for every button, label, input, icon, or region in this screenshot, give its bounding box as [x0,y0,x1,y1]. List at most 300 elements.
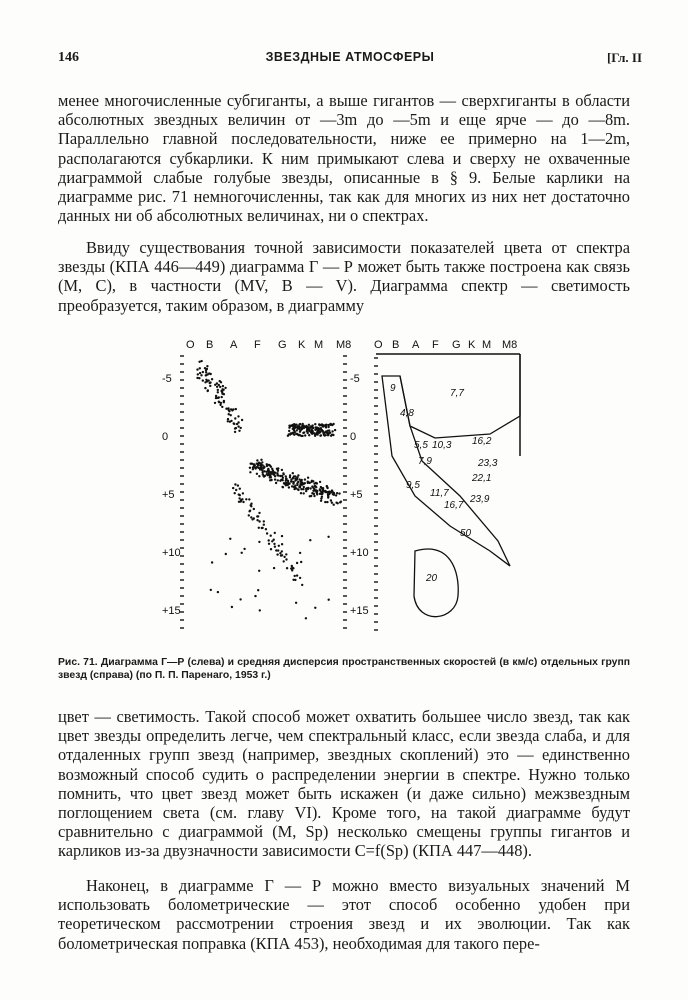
star-point [309,539,311,541]
dispersion-value: 10,3 [432,440,452,451]
star-point [286,567,288,569]
star-point [237,425,239,427]
star-point [297,489,299,491]
star-point [327,433,329,435]
star-point [281,543,283,545]
star-point [319,488,321,490]
paragraph-3 [58,707,630,861]
dispersion-value: 9,5 [406,480,420,491]
star-point [300,480,302,482]
star-point [289,474,291,476]
star-point [258,541,260,543]
star-point [303,492,305,494]
star-point [266,532,268,534]
star-point [326,485,328,487]
star-point [285,475,287,477]
star-point [336,492,338,494]
star-point [215,395,217,397]
star-point [277,468,279,470]
star-point [233,423,235,425]
star-point [243,548,245,550]
running-title: ЗВЕЗДНЫЕ АТМОСФЕРЫ [265,50,435,64]
star-point [309,427,311,429]
star-point [263,524,265,526]
star-point [266,465,268,467]
star-point [237,421,239,423]
star-point [292,424,294,426]
star-point [282,472,284,474]
spectral-class-label-right: K [468,339,476,351]
star-point [291,567,293,569]
main-sequence-region [382,376,510,566]
star-point [260,459,262,461]
chapter-label: [Гл. II [606,50,642,65]
star-point [199,367,201,369]
star-point [326,491,328,493]
star-point [296,477,298,479]
star-point [207,379,209,381]
figure-71 [160,336,550,648]
star-point [270,548,272,550]
star-point [296,562,298,564]
star-point [273,471,275,473]
star-point [237,415,239,417]
star-point [312,493,314,495]
star-point [248,514,250,516]
star-point [301,435,303,437]
star-point [322,430,324,432]
magnitude-label-left: -5 [162,373,172,385]
star-point [331,430,333,432]
star-point [274,546,276,548]
star-point [300,426,302,428]
star-point [234,483,236,485]
paragraph-1 [58,91,630,225]
star-point [287,435,289,437]
spectral-class-label-right: A [412,339,420,351]
star-point [299,577,301,579]
star-point [274,532,276,534]
star-point [258,570,260,572]
star-point [307,482,309,484]
star-point [248,498,250,500]
star-point [340,501,342,503]
star-point [319,481,321,483]
spectral-class-label-left: O [186,339,195,351]
star-point [268,539,270,541]
star-point [304,434,306,436]
star-point [330,435,332,437]
star-point [271,540,273,542]
star-point [296,429,298,431]
spectral-class-label-right: M8 [502,339,518,351]
star-point [256,519,258,521]
magnitude-label-right: 0 [350,431,357,443]
star-point [258,475,260,477]
star-point [316,433,318,435]
star-point [230,420,232,422]
star-point [314,435,316,437]
star-point [301,483,303,485]
star-point [273,543,275,545]
star-point [202,379,204,381]
page-number: 146 [58,50,79,65]
dispersion-value: 7,9 [418,456,432,467]
star-point [299,431,301,433]
star-point [320,486,322,488]
star-point [237,484,239,486]
star-point [306,427,308,429]
star-point [257,515,259,517]
star-point [309,487,311,489]
star-point [253,517,255,519]
star-point [305,490,307,492]
star-point [273,567,275,569]
star-point [256,473,258,475]
star-point [234,492,236,494]
star-point [250,516,252,518]
star-point [270,476,272,478]
star-point [277,549,279,551]
star-point [221,406,223,408]
star-point [270,472,272,474]
star-point [222,385,224,387]
dispersion-value: 23,3 [478,458,498,469]
star-point [324,501,326,503]
star-point [285,558,287,560]
star-point [205,379,207,381]
star-point [257,589,259,591]
star-point [204,387,206,389]
star-point [279,475,281,477]
star-point [294,431,296,433]
star-point [302,423,304,425]
magnitude-label-left: +10 [162,547,181,559]
star-point [253,508,255,510]
magnitude-label-right: +5 [350,489,363,501]
star-point [219,404,221,406]
paragraph-3-text: цвет — светимость. Такой способ может охватить большее число звезд, так как цвет звезды определить легче, чем спектральный класс, если звезда слаба, и для отдаленных групп звезд (например, звездных скоплений) это — единственно возможный способ судить о распределении энергии в спектре. Нужно только помнить, что цвет звезд может быть искажен (и даже сильно) межзвездным поглощением света (см. главу VI). Кроме того, на такой диаграмме будут сравнительно с диаграммой (M, Sp) несколько смещены группы гигантов и карликов из-за двузначности зависимости C=f(Sp) (КПА 447—448). [58,707,630,861]
star-point [332,434,334,436]
star-point [281,486,283,488]
star-point [238,430,240,432]
star-point [312,487,314,489]
star-point [301,584,303,586]
star-point [288,486,290,488]
star-point [283,556,285,558]
dispersion-value: 16,2 [472,436,492,447]
star-point [294,427,296,429]
star-point [295,602,297,604]
star-point [296,482,298,484]
star-point [310,495,312,497]
spectral-class-label-left: K [298,339,306,351]
star-point [235,489,237,491]
star-point [320,500,322,502]
star-point [225,553,227,555]
star-point [293,486,295,488]
star-point [235,427,237,429]
star-point [216,386,218,388]
star-point [270,535,272,537]
star-point [327,496,329,498]
star-point [257,464,259,466]
star-point [207,390,209,392]
star-point [197,373,199,375]
star-point [228,413,230,415]
star-point [315,486,317,488]
star-point [311,427,313,429]
star-point [261,471,263,473]
star-point [217,389,219,391]
dispersion-value: 7,7 [450,388,464,399]
star-point [285,480,287,482]
paragraph-4-text: Наконец, в диаграмме Г — Р можно вместо визуальных значений M использовать болометрические — этот способ особенно удобен при теоретическом рассмотрении строения звезд и их эволюции. Так как болометрическая поправка (КПА 453), необходимая для такого пере- [58,876,630,953]
star-point [281,535,283,537]
star-point [227,418,229,420]
star-point [268,473,270,475]
star-point [254,595,256,597]
star-point [248,510,250,512]
spectral-class-label-right: M [482,339,492,351]
star-point [249,471,251,473]
star-point [333,494,335,496]
star-point [292,477,294,479]
dispersion-value: 4,8 [400,408,414,419]
star-point [334,429,336,431]
star-point [319,431,321,433]
star-point [321,425,323,427]
paragraph-4 [58,876,630,953]
star-point [335,494,337,496]
star-point [264,475,266,477]
hr-diagram-figure [160,336,550,648]
star-point [320,492,322,494]
star-point [245,498,247,500]
star-point [288,430,290,432]
paragraph-2 [58,238,630,315]
star-point [327,430,329,432]
star-point [303,486,305,488]
star-point [327,494,329,496]
star-point [206,365,208,367]
star-point [205,369,207,371]
star-point [242,501,244,503]
star-point [326,501,328,503]
star-point [228,410,230,412]
paragraph-2-text: Ввиду существования точной зависимости показателей цвета от спектра звезды (КПА 446—449) диаграмма Г — Р может быть также построена как связь (M, C), в частности (MV, B — V). Диаграмма спектр — светимость преобразуется, таким образом, в диаграмму [58,238,630,315]
spectral-class-label-right: B [392,339,400,351]
star-point [208,372,210,374]
star-point [288,427,290,429]
magnitude-label-left: 0 [162,431,169,443]
star-point [303,431,305,433]
paragraph-1-text: менее многочисленные субгиганты, а выше гигантов — сверхгиганты в области абсолютных звездных величин от —3m до —5m и еще ярче — до —8m. Параллельно главной последовательности, ниже ее примерно на 1—2m, располагаются субкарлики. К ним примыкают слева и сверху не охваченные диаграммой слабые голубые звезды, описанные в § 9. Белые карлики на диаграмме рис. 71 немногочисленны, так как для многих из них нет достаточно данных ни об абсолютных величинах, ни о спектрах. [58,91,630,226]
star-point [250,504,252,506]
star-point [290,480,292,482]
star-point [320,427,322,429]
dispersion-value: 11,7 [430,488,449,499]
star-point [325,424,327,426]
star-point [268,543,270,545]
star-point [269,464,271,466]
star-point [249,467,251,469]
star-point [210,589,212,591]
star-point [308,434,310,436]
spectral-class-label-right: F [432,339,439,351]
star-point [285,477,287,479]
star-point [209,385,211,387]
star-point [217,391,219,393]
star-point [260,468,262,470]
spectral-class-label-left: B [206,339,214,351]
star-point [303,427,305,429]
star-point [323,434,325,436]
star-point [274,478,276,480]
star-point [218,401,220,403]
star-point [199,372,201,374]
dispersion-value: 9 [390,383,396,394]
star-point [304,478,306,480]
star-point [232,487,234,489]
star-point [240,427,242,429]
star-point [327,536,329,538]
star-point [258,512,260,514]
star-point [227,420,229,422]
star-point [231,409,233,411]
spectral-class-label-right: G [452,339,461,351]
star-point [316,493,318,495]
star-point [320,497,322,499]
star-point [229,538,231,540]
star-point [253,466,255,468]
star-point [263,520,265,522]
star-point [221,396,223,398]
star-point [318,423,320,425]
star-point [332,423,334,425]
star-point [259,609,261,611]
star-point [314,607,316,609]
star-point [261,461,263,463]
star-point [214,384,216,386]
star-point [316,426,318,428]
star-point [296,574,298,576]
star-point [310,481,312,483]
magnitude-label-right: +10 [350,547,369,559]
star-point [219,380,221,382]
star-point [256,459,258,461]
star-point [277,479,279,481]
star-point [209,381,211,383]
star-point [223,401,225,403]
star-point [307,487,309,489]
star-point [211,378,213,380]
star-point [268,471,270,473]
star-point [307,477,309,479]
star-point [298,434,300,436]
spectral-class-label-right: O [374,339,383,351]
star-point [300,492,302,494]
star-point [279,552,281,554]
star-point [234,417,236,419]
star-point [285,482,287,484]
star-point [270,479,272,481]
star-point [239,598,241,600]
dispersion-value: 20 [426,573,438,584]
star-point [240,499,242,501]
star-point [224,387,226,389]
star-point [234,431,236,433]
dispersion-value: 16,7 [444,500,464,511]
running-header [58,50,642,72]
star-point [196,368,198,370]
dispersion-value: 23,9 [470,494,490,505]
star-point [211,561,213,563]
star-point [322,490,324,492]
figure-caption: Рис. 71. Диаграмма Г—Р (слева) и средняя дисперсия пространственных скоростей (в км/с) отдельных групп звезд (справа) (по П. П. Паренаго, 1953 г.) [58,657,630,681]
magnitude-label-right: -5 [350,373,360,385]
star-point [241,552,243,554]
star-point [265,528,267,530]
star-point [328,599,330,601]
star-point [325,426,327,428]
star-point [241,419,243,421]
star-point [271,468,273,470]
star-point [239,494,241,496]
star-point [330,491,332,493]
star-point [251,463,253,465]
star-point [296,433,298,435]
star-point [299,552,301,554]
star-point [276,474,278,476]
star-point [239,488,241,490]
star-point [333,504,335,506]
star-point [330,499,332,501]
magnitude-label-left: +5 [162,489,175,501]
star-point [231,606,233,608]
star-point [319,435,321,437]
star-point [290,432,292,434]
star-point [242,492,244,494]
star-point [214,402,216,404]
dispersion-value: 5,5 [414,440,428,451]
star-point [200,374,202,376]
star-point [283,560,285,562]
star-point [310,431,312,433]
star-point [292,472,294,474]
spectral-class-label-left: F [254,339,261,351]
star-point [278,545,280,547]
star-point [305,617,307,619]
star-point [252,468,254,470]
star-point [313,495,315,497]
star-point [217,591,219,593]
star-point [315,491,317,493]
star-point [300,561,302,563]
star-point [235,408,237,410]
star-point [327,424,329,426]
star-point [258,462,260,464]
star-point [227,407,229,409]
star-point [337,502,339,504]
star-point [198,377,200,379]
spectral-class-label-left: A [230,339,238,351]
star-point [275,482,277,484]
star-point [202,371,204,373]
star-point [281,554,283,556]
star-point [314,423,316,425]
dispersion-value: 50 [460,528,472,539]
